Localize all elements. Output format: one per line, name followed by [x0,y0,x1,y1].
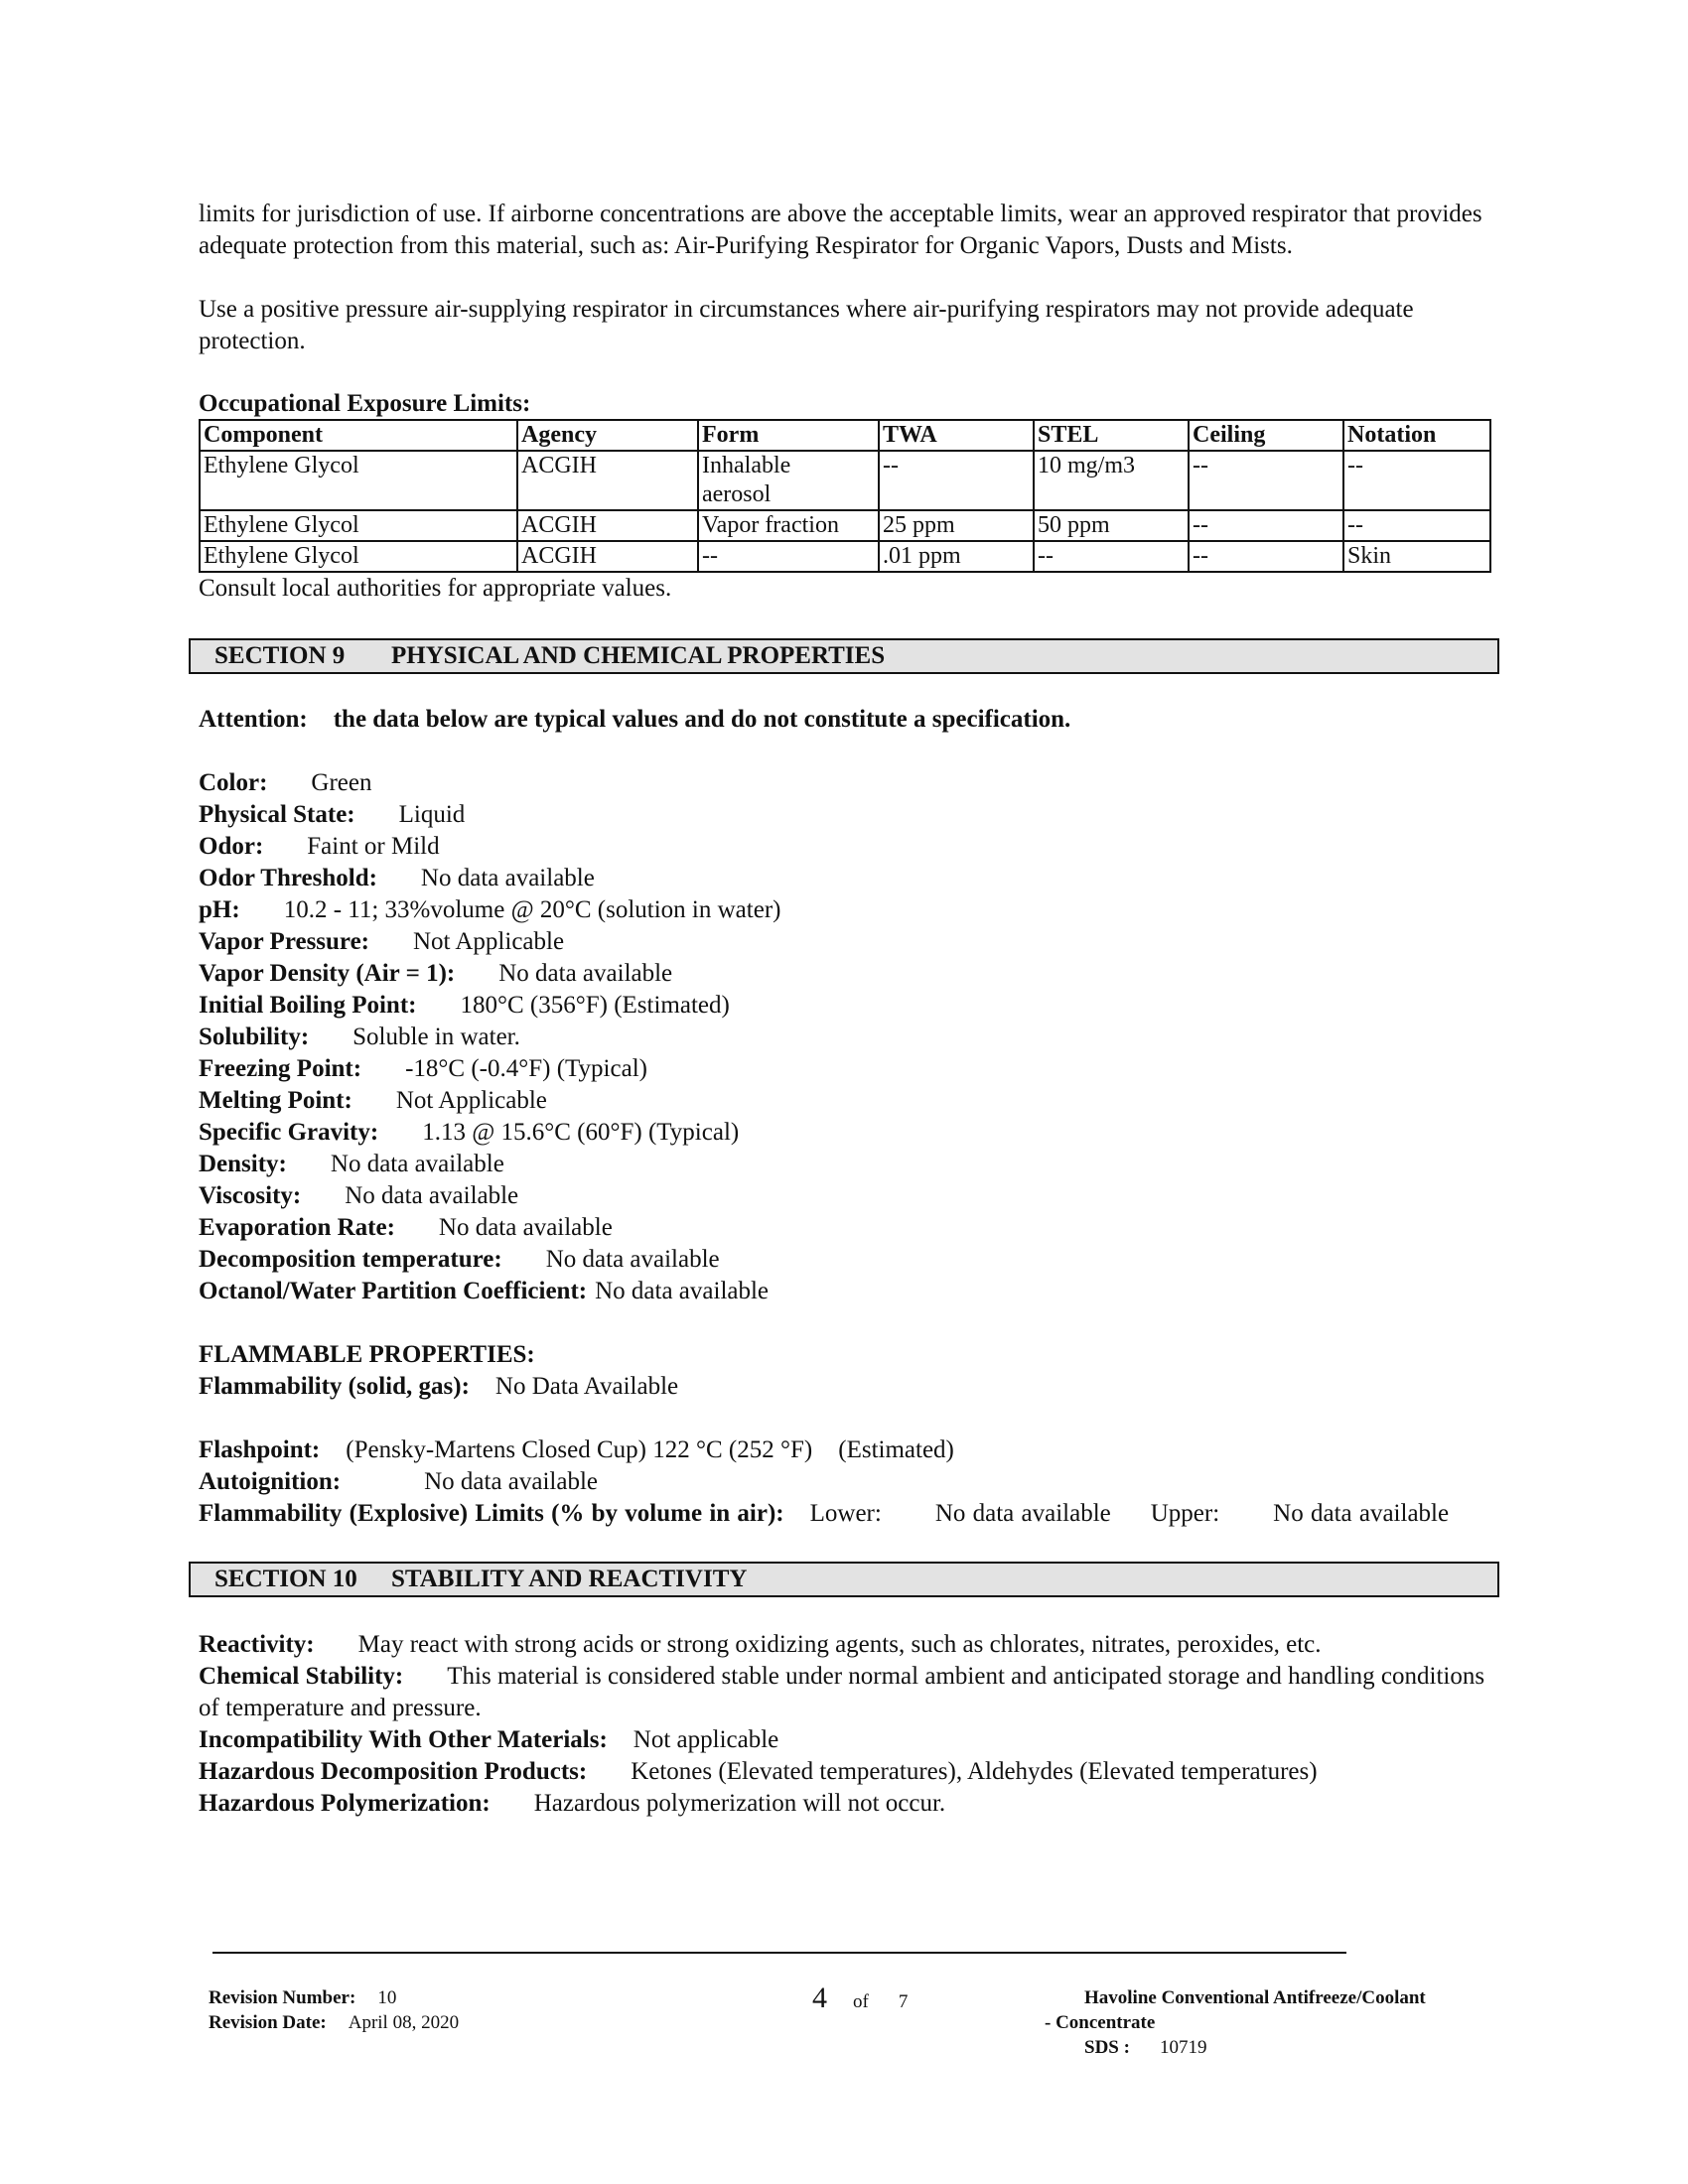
footer-divider [212,1952,1346,1954]
table-cell: -- [698,541,879,572]
property-label: Hazardous Polymerization: [199,1790,491,1817]
revision-number-label: Revision Number: [209,1987,356,2008]
page-number: 4 [812,1981,827,2014]
property-label: Hazardous Decomposition Products: [199,1758,588,1785]
property-value: No data available [420,865,595,891]
list-item [199,1434,1489,1466]
positive-pressure-paragraph: Use a positive pressure air-supplying respirator in circumstances where air-purifying respirators may not provide adequate protection. [199,296,1414,354]
list-item [199,990,1489,1022]
upper-value: No data available [1273,1500,1450,1527]
oel-header-cell: Form [698,420,879,451]
table-cell: -- [1189,451,1343,510]
list-item [199,831,1489,863]
table-cell: ACGIH [517,451,698,510]
oel-header-cell: TWA [879,420,1034,451]
property-value: Ketones (Elevated temperatures), Aldehydes (Elevated temperatures) [631,1758,1318,1785]
property-value: Soluble in water. [352,1024,520,1050]
oel-header-cell: Component [200,420,517,451]
flashpoint-block [199,1434,1489,1530]
table-cell: .01 ppm [879,541,1034,572]
property-label: Chemical Stability: [199,1663,404,1690]
list-item [199,1788,1489,1820]
table-cell: 10 mg/m3 [1034,451,1189,510]
revision-date-label: Revision Date: [209,2012,327,2033]
product-name-line2: - Concentrate [1045,2012,1156,2033]
list-item [199,799,1489,831]
property-label: Odor: [199,833,264,860]
table-cell: 50 ppm [1034,510,1189,541]
property-label: Freezing Point: [199,1055,362,1082]
table-cell: ACGIH [517,510,698,541]
table-cell: Inhalable aerosol [698,451,879,510]
section-10-header [189,1562,1499,1597]
property-value: No Data Available [494,1373,679,1400]
property-label: pH: [199,896,240,923]
list-item [199,1756,1489,1788]
oel-table [199,419,1491,573]
total-pages: 7 [898,1991,909,2012]
property-value: (Pensky-Martens Closed Cup) 122 °C (252 °F) [346,1436,813,1463]
attention-text: the data below are typical values and do not constitute a specification. [333,706,1071,733]
section-title: PHYSICAL AND CHEMICAL PROPERTIES [391,642,886,669]
table-cell: 25 ppm [879,510,1034,541]
list-item [199,1022,1489,1053]
document-body [199,199,1489,1820]
property-label: Specific Gravity: [199,1119,379,1146]
property-value: No data available [330,1151,504,1177]
list-item [199,958,1489,990]
table-cell: -- [1343,451,1490,510]
property-value: Green [311,769,372,796]
property-value: 10.2 - 11; 33%volume @ 20°C (solution in water) [283,896,781,923]
list-item [199,1244,1489,1276]
property-label: Decomposition temperature: [199,1246,502,1273]
property-label: Flammability (solid, gas): [199,1373,470,1400]
property-label: Solubility: [199,1024,310,1050]
property-value: Hazardous polymerization will not occur. [533,1790,946,1817]
property-value: Liquid [398,801,466,828]
list-item [199,1724,1489,1756]
lower-value: No data available [934,1500,1111,1527]
oel-header-row [200,420,1490,451]
sds-number: 10719 [1159,2037,1207,2058]
attention-label: Attention: [199,706,308,733]
table-cell: Vapor fraction [698,510,879,541]
product-name-line1: Havoline Conventional Antifreeze/Coolant [1084,1987,1426,2008]
property-value: Not applicable [633,1726,779,1753]
property-label: Incompatibility With Other Materials: [199,1726,608,1753]
property-label: Flammability (Explosive) Limits (% by volume in air): [199,1500,784,1527]
oel-header-cell: STEL [1034,420,1189,451]
property-value: -18°C (-0.4°F) (Typical) [405,1055,647,1082]
list-item [199,1117,1489,1149]
property-value: No data available [345,1182,519,1209]
table-cell: Ethylene Glycol [200,541,517,572]
property-value: 180°C (356°F) (Estimated) [460,992,730,1019]
table-cell: Ethylene Glycol [200,451,517,510]
section-number: SECTION 10 [214,1566,357,1592]
table-cell: -- [1189,541,1343,572]
property-note: (Estimated) [838,1436,954,1463]
list-item [199,1371,1489,1403]
list-item [199,1180,1489,1212]
property-label: Melting Point: [199,1087,352,1114]
list-item [199,1212,1489,1244]
oel-header-cell: Ceiling [1189,420,1343,451]
property-value: May react with strong acids or strong oxidizing agents, such as chlorates, nitrates, peroxides, etc. [357,1631,1322,1658]
lower-label: Lower: [809,1500,882,1527]
sds-label: SDS : [1084,2037,1130,2058]
property-value: No data available [545,1246,720,1273]
upper-label: Upper: [1150,1500,1220,1527]
page-of: of [853,1991,869,2012]
property-value: This material is considered stable under normal ambient and anticipated storage and handling conditions of temperature and pressure. [199,1663,1485,1721]
table-cell: -- [1034,541,1189,572]
table-cell: -- [879,451,1034,510]
property-label: Color: [199,769,268,796]
oel-title: Occupational Exposure Limits: [199,390,531,417]
property-label: Vapor Pressure: [199,928,369,955]
oel-header-cell: Notation [1343,420,1490,451]
list-item [199,1498,1489,1530]
list-item [199,1629,1489,1661]
revision-date: April 08, 2020 [348,2012,460,2033]
physical-properties-list [199,767,1489,1307]
table-row [200,541,1490,572]
list-item [199,767,1489,799]
list-item [199,1085,1489,1117]
list-item [199,926,1489,958]
list-item [199,1276,1489,1307]
attention-note [199,704,1489,736]
property-label: Reactivity: [199,1631,315,1658]
property-label: Odor Threshold: [199,865,377,891]
list-item [199,894,1489,926]
table-cell: -- [1343,510,1490,541]
list-item [199,1661,1489,1724]
property-value: No data available [595,1278,770,1304]
flammable-properties [199,1339,1489,1403]
table-row [200,510,1490,541]
section-title: STABILITY AND REACTIVITY [391,1566,748,1592]
table-cell: Ethylene Glycol [200,510,517,541]
stability-list [199,1629,1489,1820]
revision-number: 10 [377,1987,397,2008]
property-value: 1.13 @ 15.6°C (60°F) (Typical) [422,1119,740,1146]
flammable-heading: FLAMMABLE PROPERTIES: [199,1341,535,1368]
property-label: Viscosity: [199,1182,302,1209]
property-value: Not Applicable [395,1087,547,1114]
property-value: No data available [424,1468,599,1495]
section-9-header [189,638,1499,674]
property-value: Not Applicable [413,928,565,955]
oel-note: Consult local authorities for appropriate values. [199,575,672,602]
footer-product [1045,1985,1491,2060]
property-value: No data available [498,960,673,987]
list-item [199,1053,1489,1085]
footer-page-number [812,1981,909,2014]
property-value: Faint or Mild [307,833,440,860]
table-cell: -- [1189,510,1343,541]
table-cell: ACGIH [517,541,698,572]
oel-header-cell: Agency [517,420,698,451]
property-label: Vapor Density (Air = 1): [199,960,456,987]
section-number: SECTION 9 [214,642,346,669]
table-row [200,451,1490,510]
table-cell: Skin [1343,541,1490,572]
property-label: Physical State: [199,801,355,828]
footer-revision [209,1985,459,2035]
property-label: Density: [199,1151,287,1177]
property-label: Flashpoint: [199,1436,321,1463]
respirator-paragraph: limits for jurisdiction of use. If airborne concentrations are above the acceptable limits, wear an approved respirator that provides adequate protection from this material, such as: Air-Purifying Respirator for Organic Vapors, Dusts and Mists. [199,201,1482,259]
property-value: No data available [438,1214,613,1241]
property-label: Initial Boiling Point: [199,992,417,1019]
list-item [199,1466,1489,1498]
property-label: Autoignition: [199,1468,342,1495]
property-label: Octanol/Water Partition Coefficient: [199,1278,588,1304]
property-label: Evaporation Rate: [199,1214,395,1241]
list-item [199,863,1489,894]
list-item [199,1149,1489,1180]
